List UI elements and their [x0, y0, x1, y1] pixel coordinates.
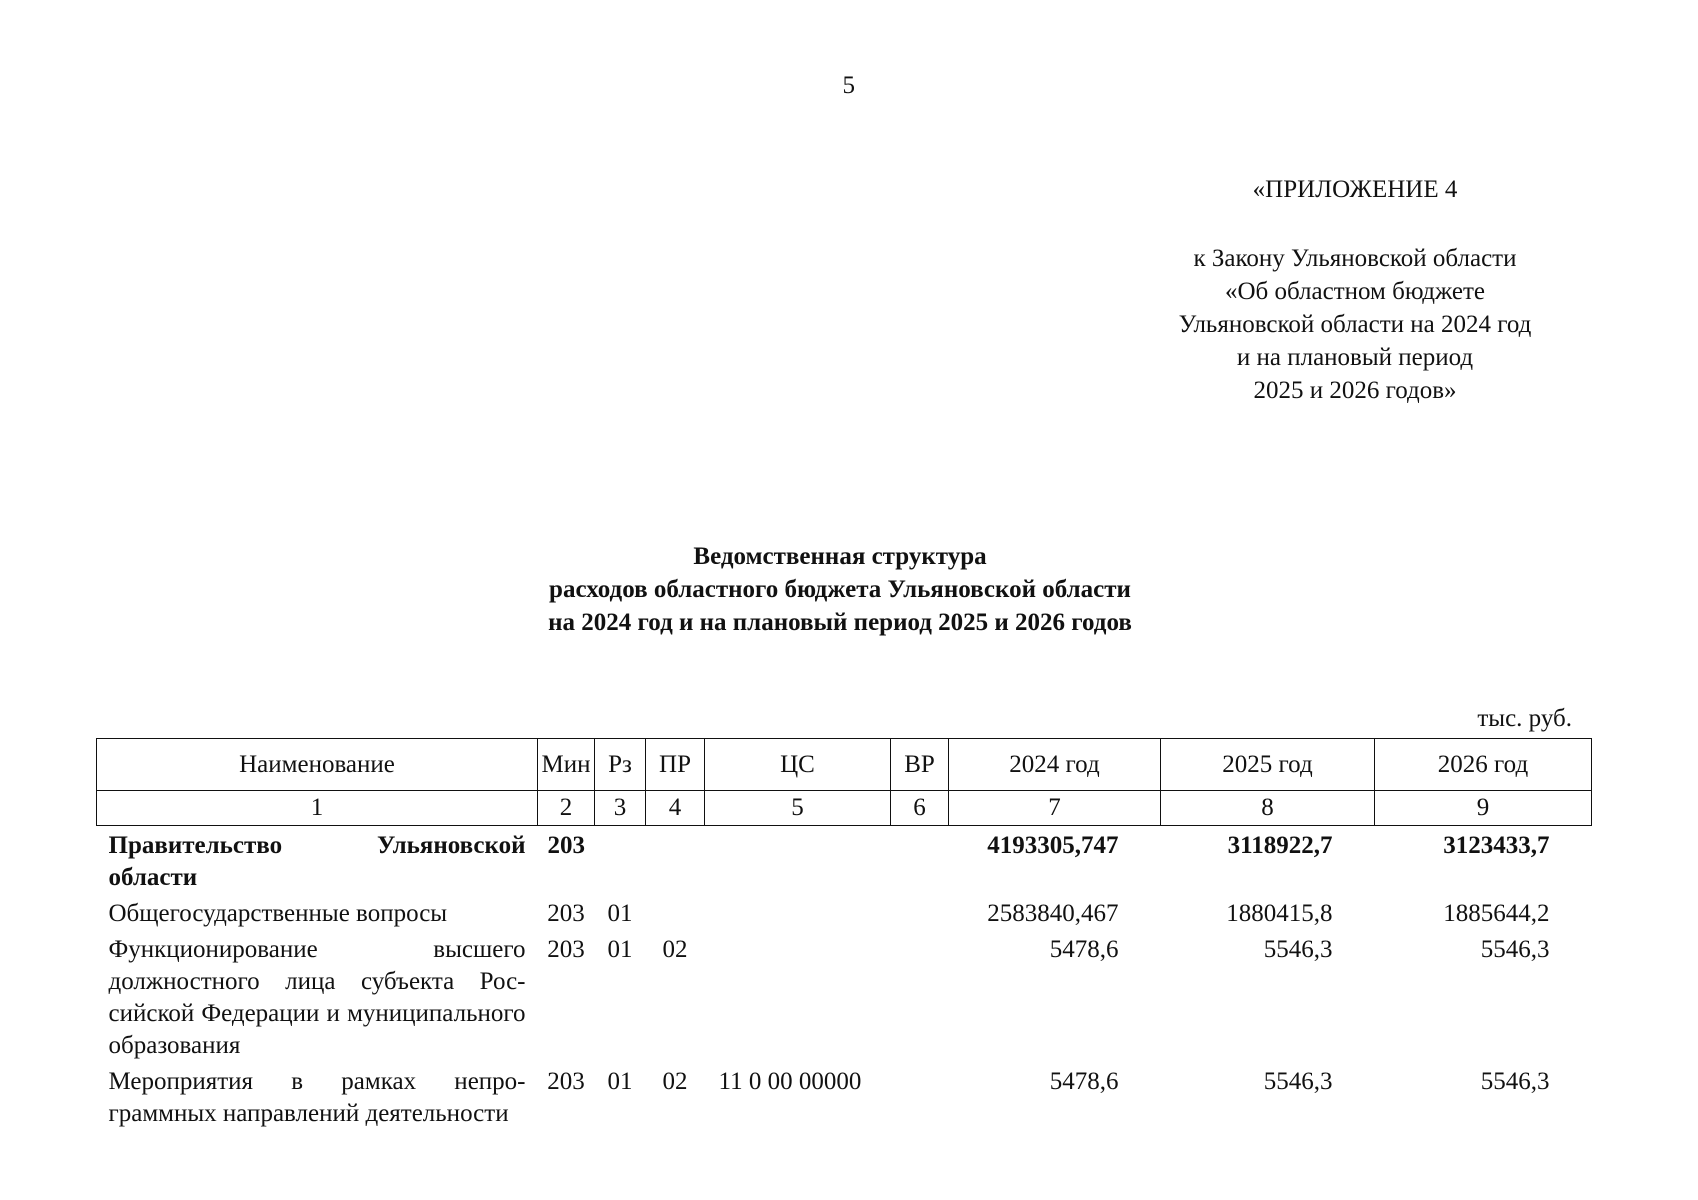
budget-table: [96, 738, 1592, 1134]
row-vr: [891, 934, 949, 1066]
table-row: [97, 898, 1592, 934]
header-vr: ВР: [891, 739, 949, 791]
document-title-line: Ведомственная структура: [693, 543, 987, 570]
column-number: 6: [891, 791, 949, 826]
row-rz: 01: [607, 1068, 633, 1095]
row-cs: [705, 898, 891, 934]
row-min: 203: [547, 936, 585, 963]
row-vr: [891, 898, 949, 934]
header-name: Наименование: [97, 739, 538, 791]
row-cs: [705, 934, 891, 1066]
row-vr: [891, 826, 949, 899]
row-name: Мероприятия в рамках непрограммных направлений деятельности: [108, 1068, 526, 1127]
column-number: 5: [705, 791, 891, 826]
table-row: [97, 1066, 1592, 1134]
header-2026: 2026 год: [1375, 739, 1592, 791]
column-number: 3: [595, 791, 646, 826]
column-number: 8: [1161, 791, 1375, 826]
header-2025: 2025 год: [1161, 739, 1375, 791]
row-2025: 3118922,7: [1227, 832, 1333, 859]
row-2026: 3123433,7: [1443, 832, 1550, 859]
table-row: [97, 826, 1592, 899]
row-2024: 2583840,467: [987, 900, 1119, 927]
column-number: 4: [646, 791, 705, 826]
column-number: 7: [949, 791, 1161, 826]
table-column-numbers-row: [97, 791, 1592, 826]
appendix-title: «ПРИЛОЖЕНИЕ 4: [1252, 176, 1458, 203]
row-pr: 02: [662, 936, 688, 963]
table-header-row: [97, 739, 1592, 791]
column-number: 2: [538, 791, 595, 826]
page-number: 5: [842, 72, 856, 99]
row-rz: 01: [607, 900, 633, 927]
appendix-reference-line: 2025 и 2026 годов»: [1253, 377, 1457, 404]
row-cs: [705, 826, 891, 899]
units-label: тыс. руб.: [1477, 705, 1572, 732]
row-2025: 1880415,8: [1226, 900, 1333, 927]
row-2026: 1885644,2: [1443, 900, 1550, 927]
table-row: [97, 934, 1592, 1066]
header-pr: ПР: [646, 739, 705, 791]
row-cs: 11 0 00 00000: [718, 1068, 862, 1095]
row-2024: 4193305,747: [987, 832, 1119, 859]
appendix-reference-line: Ульяновской области на 2024 год: [1178, 311, 1532, 338]
header-cs: ЦС: [705, 739, 891, 791]
row-pr: 02: [662, 1068, 688, 1095]
row-min: 203: [547, 900, 585, 927]
row-rz: 01: [607, 936, 633, 963]
header-rz: Рз: [595, 739, 646, 791]
row-2025: 5546,3: [1263, 1068, 1333, 1095]
row-rz: [595, 826, 646, 899]
column-number: 9: [1375, 791, 1592, 826]
appendix-reference-line: к Закону Ульяновской области: [1193, 245, 1517, 272]
header-min: Мин: [538, 739, 595, 791]
document-title-line: на 2024 год и на плановый период 2025 и 2026 годов: [548, 609, 1132, 636]
header-2024: 2024 год: [949, 739, 1161, 791]
row-2026: 5546,3: [1480, 936, 1550, 963]
appendix-reference-line: «Об областном бюджете: [1224, 278, 1486, 305]
row-min: 203: [547, 1068, 585, 1095]
document-title: [400, 540, 1280, 639]
appendix-reference: [1140, 242, 1570, 407]
appendix-reference-line: и на плановый период: [1236, 344, 1474, 371]
document-title-line: расходов областного бюджета Ульяновской области: [549, 576, 1131, 603]
row-vr: [891, 1066, 949, 1134]
row-pr: [646, 898, 705, 934]
row-2025: 5546,3: [1263, 936, 1333, 963]
row-2026: 5546,3: [1480, 1068, 1550, 1095]
row-pr: [646, 826, 705, 899]
row-name: Функционирование высшего должностного лица субъекта Российской Федерации и муниципального образования: [108, 936, 526, 1059]
row-min: 203: [547, 832, 585, 859]
row-name: Правительство Ульяновской области: [108, 832, 526, 891]
row-name: Общегосударственные вопросы: [108, 900, 448, 927]
row-2024: 5478,6: [1049, 936, 1119, 963]
column-number: 1: [97, 791, 538, 826]
row-2024: 5478,6: [1049, 1068, 1119, 1095]
